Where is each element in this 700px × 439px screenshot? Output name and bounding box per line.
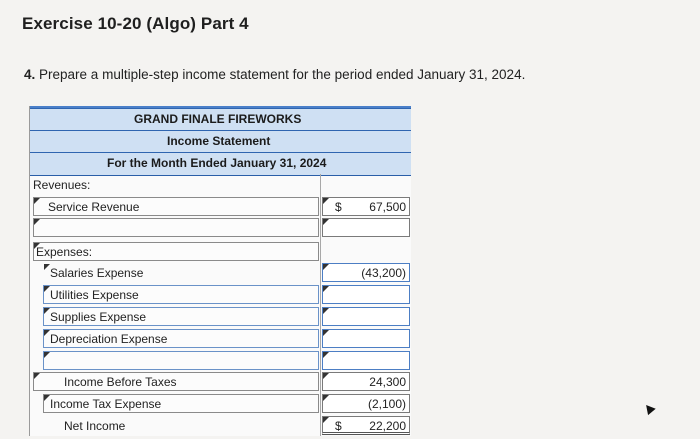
- depreciation-row: [30, 328, 411, 349]
- service-revenue-input[interactable]: [33, 197, 319, 216]
- exercise-title: Exercise 10-20 (Algo) Part 4: [22, 14, 249, 33]
- income-tax-value: (2,100): [367, 397, 406, 411]
- header-period-row: [30, 152, 411, 175]
- input-caret-icon: [323, 373, 329, 379]
- depreciation-amount[interactable]: [322, 329, 410, 348]
- revenues-label: Revenues:: [33, 178, 91, 192]
- input-caret-icon: [323, 395, 329, 401]
- utilities-row: [30, 284, 411, 305]
- net-income-input[interactable]: [43, 416, 319, 435]
- income-tax-input[interactable]: [43, 394, 319, 413]
- blank-expense-row: [30, 350, 411, 371]
- currency-symbol: $: [335, 419, 342, 433]
- income-tax-row: [30, 393, 411, 414]
- net-income-amount[interactable]: [322, 416, 410, 435]
- dropdown-caret-icon: [34, 373, 40, 379]
- input-caret-icon: [323, 264, 329, 270]
- dropdown-caret-icon: [44, 352, 50, 358]
- income-before-taxes-value: 24,300: [369, 375, 406, 389]
- supplies-input[interactable]: [43, 307, 319, 326]
- income-before-taxes-input[interactable]: [33, 372, 319, 391]
- income-statement-worksheet: [29, 106, 411, 436]
- income-tax-amount[interactable]: [322, 394, 410, 413]
- dropdown-caret-icon: [34, 198, 40, 204]
- instruction-text: Prepare a multiple-step income statement for the period ended January 31, 2024.: [39, 67, 526, 82]
- service-revenue-value: 67,500: [369, 200, 406, 214]
- net-income-value: 22,200: [369, 419, 406, 433]
- depreciation-input[interactable]: [43, 329, 319, 348]
- salaries-value: (43,200): [361, 266, 406, 280]
- depreciation-label: Depreciation Expense: [50, 332, 168, 346]
- utilities-amount[interactable]: [322, 285, 410, 304]
- header-statement-row: [30, 130, 411, 153]
- income-tax-label: Income Tax Expense: [50, 397, 162, 411]
- statement-period: For the Month Ended January 31, 2024: [107, 156, 327, 170]
- supplies-row: [30, 306, 411, 327]
- income-before-taxes-row: [30, 371, 411, 392]
- income-before-taxes-amount[interactable]: [322, 372, 410, 391]
- expenses-heading-input[interactable]: [33, 242, 319, 261]
- salaries-amount[interactable]: [322, 263, 410, 282]
- income-before-taxes-label: Income Before Taxes: [64, 375, 177, 389]
- input-caret-icon: [323, 219, 329, 225]
- service-revenue-amount[interactable]: [322, 197, 410, 216]
- statement-name: Income Statement: [167, 134, 271, 148]
- service-revenue-row: [30, 196, 411, 217]
- salaries-input[interactable]: [33, 263, 319, 282]
- salaries-row: [30, 262, 411, 283]
- currency-symbol: $: [335, 200, 342, 214]
- blank-revenue-input[interactable]: [33, 218, 319, 237]
- revenues-heading-row: [30, 175, 411, 196]
- input-caret-icon: [323, 198, 329, 204]
- utilities-input[interactable]: [43, 285, 319, 304]
- net-income-row: [30, 415, 411, 436]
- blank-revenue-row: [30, 217, 411, 238]
- service-revenue-label: Service Revenue: [48, 200, 140, 214]
- blank-revenue-amount[interactable]: [322, 218, 410, 237]
- blank-expense-amount[interactable]: [322, 351, 410, 370]
- input-caret-icon: [323, 308, 329, 314]
- blank-expense-input[interactable]: [43, 351, 319, 370]
- supplies-label: Supplies Expense: [50, 310, 147, 324]
- net-income-label: Net Income: [64, 419, 126, 433]
- utilities-label: Utilities Expense: [50, 288, 139, 302]
- supplies-amount[interactable]: [322, 307, 410, 326]
- dropdown-caret-icon: [34, 219, 40, 225]
- expenses-label: Expenses:: [36, 245, 93, 259]
- instruction-number: 4.: [24, 67, 36, 82]
- input-caret-icon: [323, 286, 329, 292]
- input-caret-icon: [323, 352, 329, 358]
- salaries-label: Salaries Expense: [50, 266, 144, 280]
- expenses-heading-row: [30, 241, 411, 262]
- input-caret-icon: [323, 330, 329, 336]
- mouse-pointer-icon: [642, 402, 655, 415]
- input-caret-icon: [323, 417, 329, 423]
- header-company-row: [30, 108, 411, 131]
- company-name: GRAND FINALE FIREWORKS: [134, 112, 302, 126]
- instruction: [24, 67, 525, 82]
- statement-header: [30, 106, 411, 176]
